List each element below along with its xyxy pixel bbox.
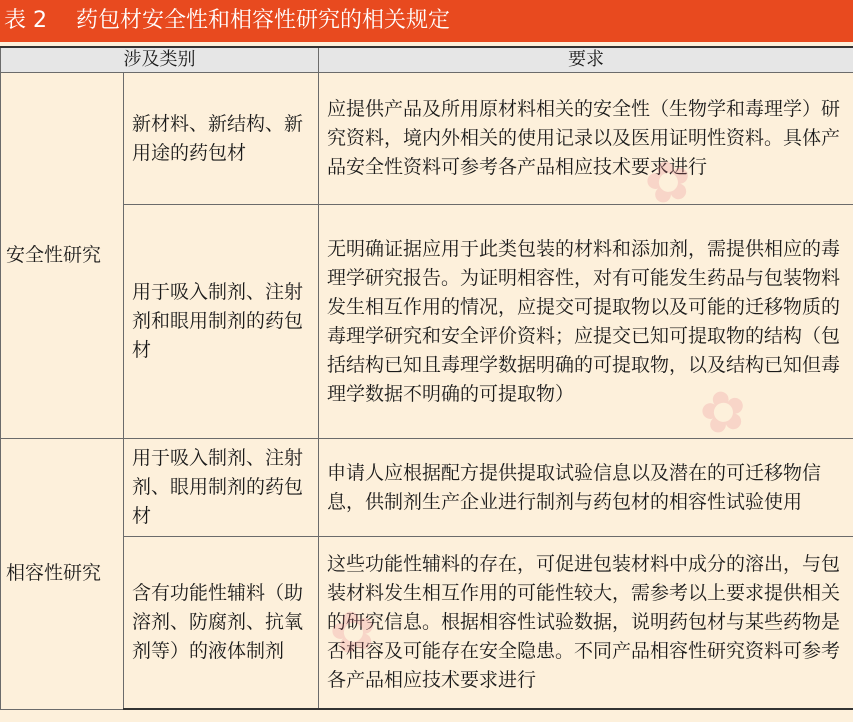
category-safety: 安全性研究 (1, 73, 124, 439)
table-title-text: 药包材安全性和相容性研究的相关规定 (76, 8, 451, 33)
watermark-stamp: ✿ (323, 595, 384, 670)
table-row (1, 537, 853, 710)
watermark-stamp: ✿ (638, 145, 699, 220)
subcategory-cell: 用于吸入制剂、注射剂和眼用制剂的药包材 (124, 205, 319, 439)
regulations-table (0, 46, 853, 710)
table-row (1, 205, 853, 439)
header-row (1, 47, 853, 73)
table-row (1, 73, 853, 205)
requirement-cell: 应提供产品及所用原材料相关的安全性（生物学和毒理学）研究资料，境内外相关的使用记录以及医用证明性资料。具体产品安全性资料可参考各产品相应技术要求进行 (319, 73, 853, 205)
subcategory-cell: 新材料、新结构、新用途的药包材 (124, 73, 319, 205)
requirement-cell: 申请人应根据配方提供提取试验信息以及潜在的可迁移物信息，供制剂生产企业进行制剂与药包材的相容性试验使用 (319, 439, 853, 537)
watermark-stamp: ✿ (693, 375, 754, 450)
category-compatibility: 相容性研究 (1, 439, 124, 710)
header-requirement: 要求 (319, 47, 853, 73)
table-title (0, 0, 853, 42)
table-number: 表 2 (4, 8, 47, 33)
subcategory-cell: 含有功能性辅料（助溶剂、防腐剂、抗氧剂等）的液体制剂 (124, 537, 319, 710)
requirement-cell: 这些功能性辅料的存在，可促进包装材料中成分的溶出，与包装材料发生相互作用的可能性较大，需参考以上要求提供相关的研究信息。根据相容性试验数据，说明药包材与某些药物是否相容及可能存在安全隐患。不同产品相容性研究资料可参考各产品相应技术要求进行 (319, 537, 853, 710)
subcategory-cell: 用于吸入制剂、注射剂、眼用制剂的药包材 (124, 439, 319, 537)
header-category: 涉及类别 (1, 47, 319, 73)
table-row (1, 439, 853, 537)
requirement-cell: 无明确证据应用于此类包装的材料和添加剂，需提供相应的毒理学研究报告。为证明相容性，对有可能发生药品与包装物料发生相互作用的情况，应提交可提取物以及可能的迁移物质的毒理学研究和安全评价资料；应提交已知可提取物的结构（包括结构已知且毒理学数据明确的可提取物，以及结构已知但毒理学数据不明确的可提取物） (319, 205, 853, 439)
